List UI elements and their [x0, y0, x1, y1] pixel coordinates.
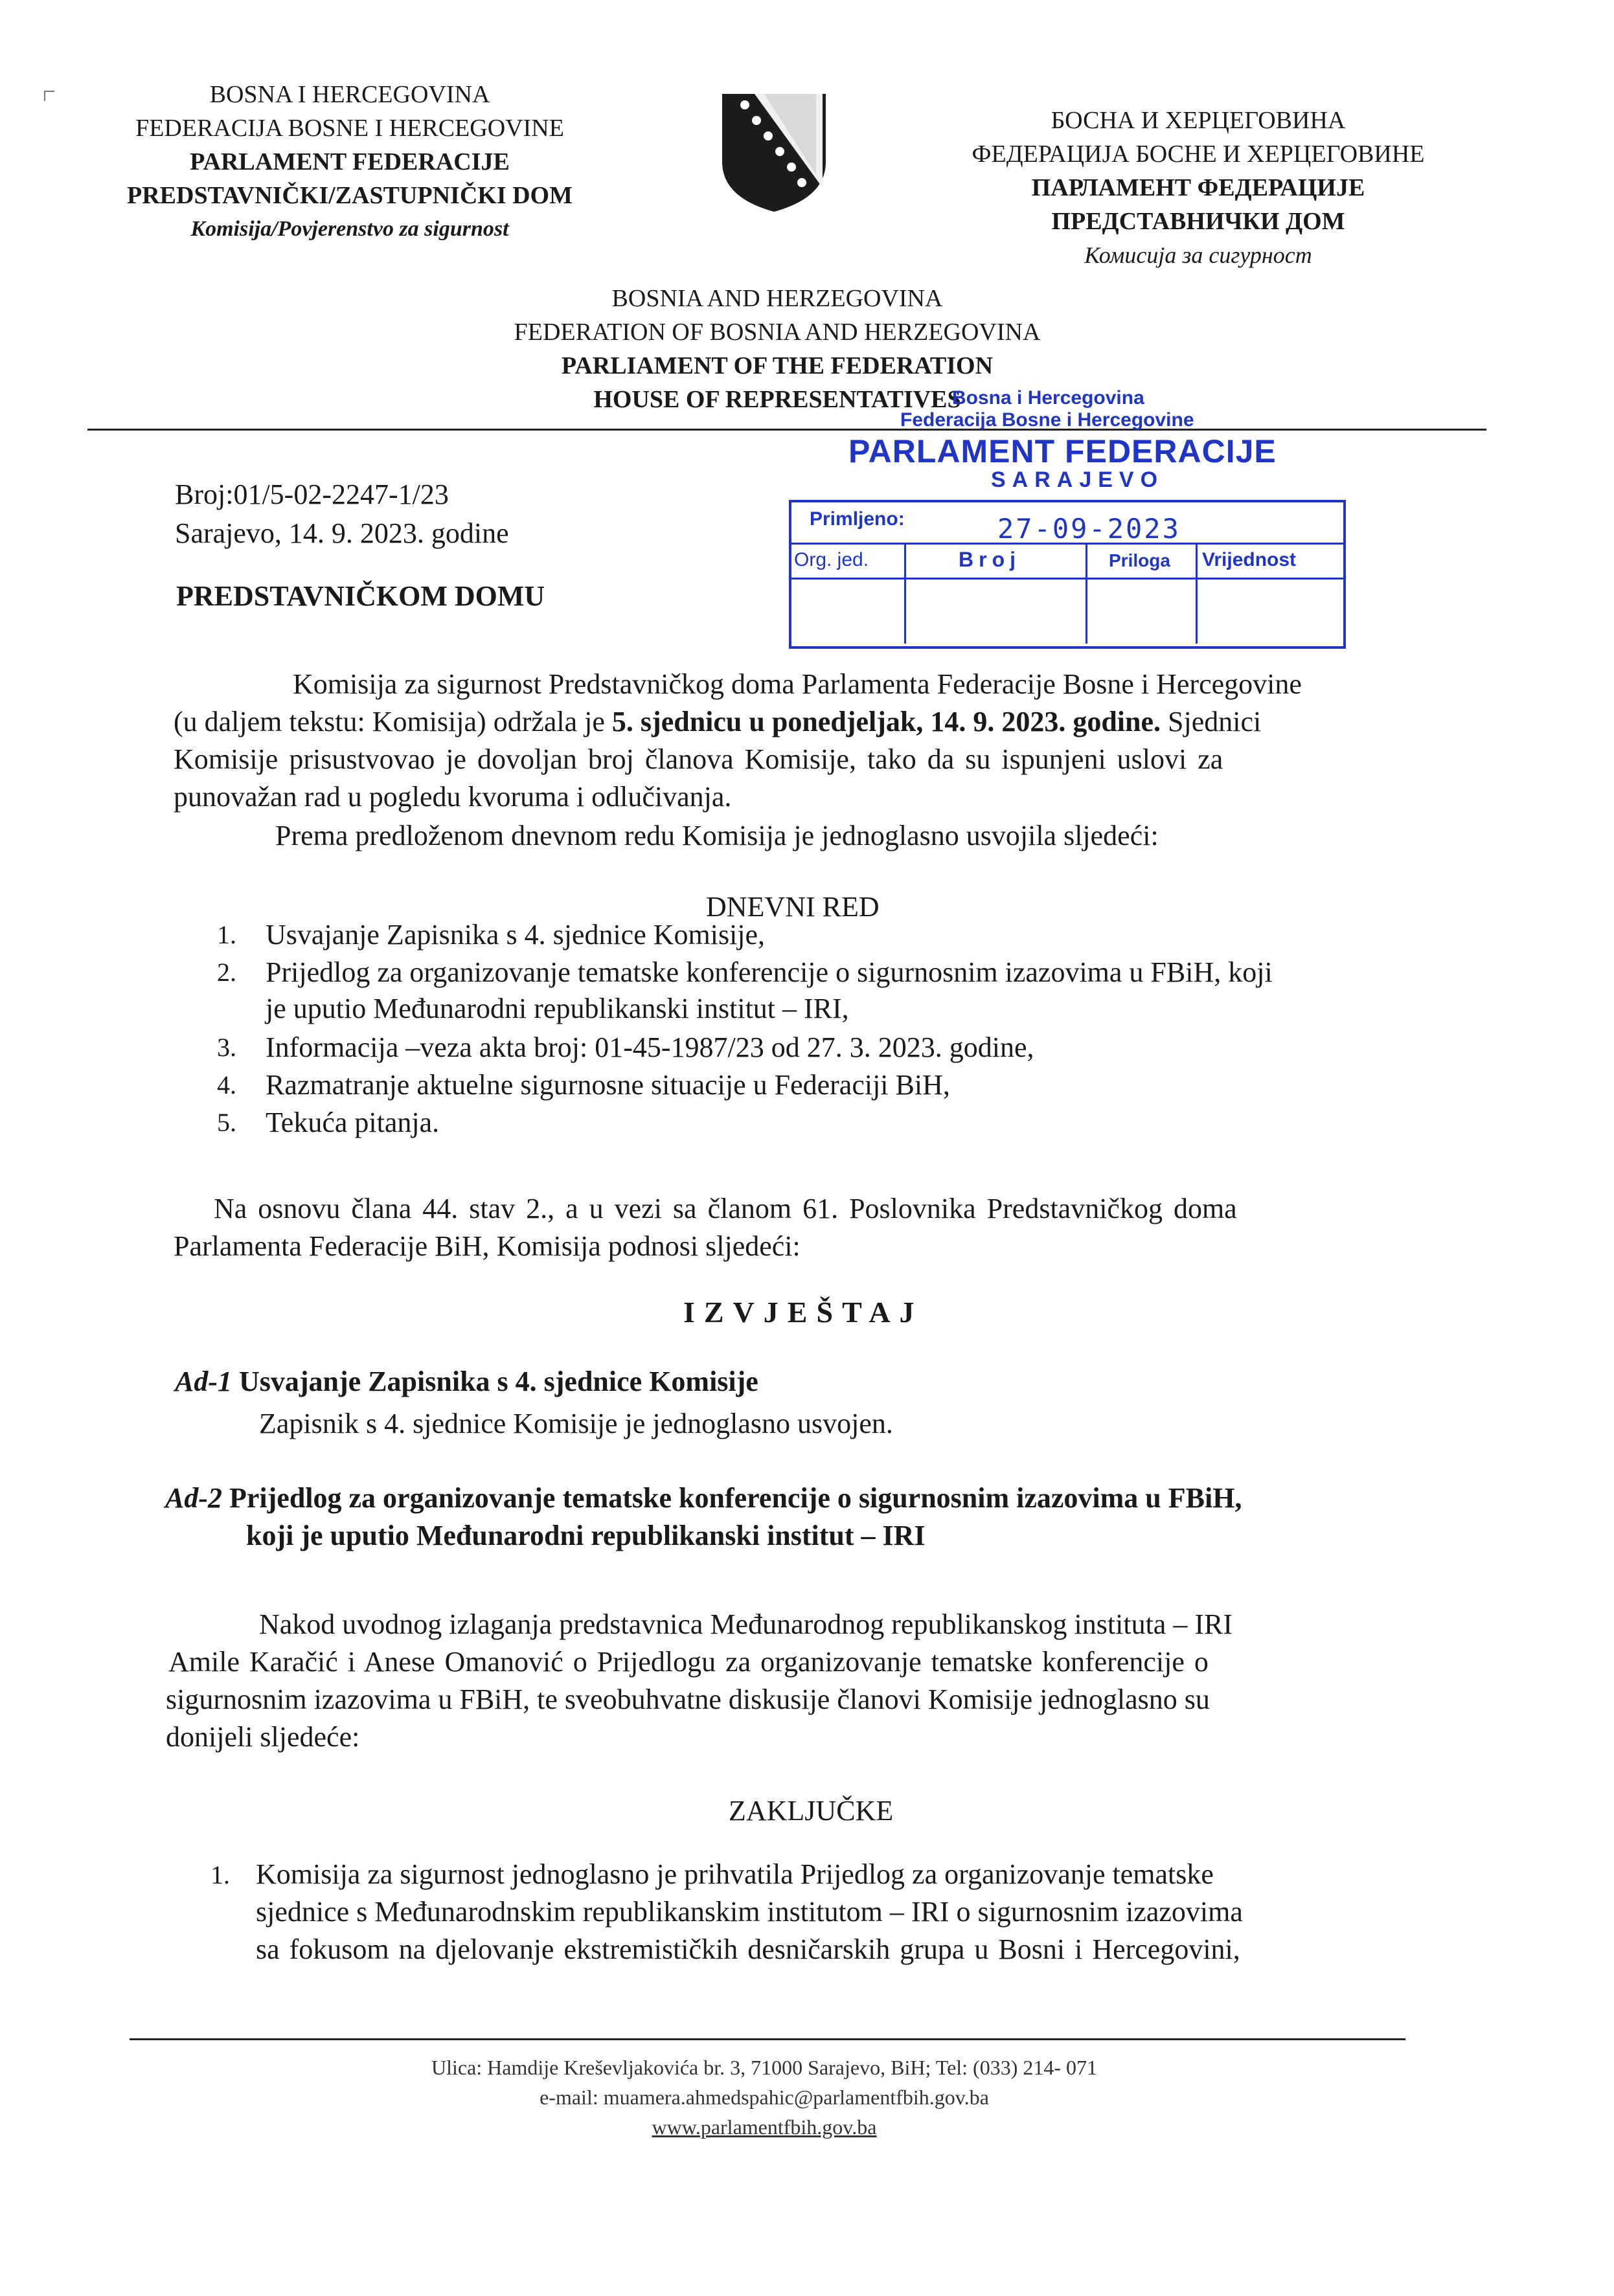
- header-left: [104, 78, 596, 246]
- header-center-line2: FEDERATION OF BOSNIA AND HERZEGOVINA: [514, 319, 1041, 346]
- agenda-item-3: Informacija –veza akta broj: 01-45-1987/23 od 27. 3. 2023. godine,: [266, 1031, 1034, 1063]
- ad1-label: Ad-1: [175, 1366, 232, 1397]
- conclusion-1-line3: sa fokusom na djelovanje ekstremističkih desničarskih grupa u Bosni i Hercegovini,: [256, 1933, 1240, 1965]
- conclusion-1-line2: sjednice s Međunarodnskim republikanskim institutom – IRI o sigurnosnim izazovima: [256, 1896, 1243, 1928]
- header-left-line4: PREDSTAVNIČKI/ZASTUPNIČKI DOM: [127, 182, 573, 209]
- agenda-item-1-number: 1.: [217, 920, 236, 949]
- intro-line2: [174, 703, 1261, 741]
- stamp-col3: Priloga: [1109, 550, 1170, 570]
- conclusion-1-line1: Komisija za sigurnost jednoglasno je prihvatila Prijedlog za organizovanje tematske: [256, 1858, 1214, 1890]
- stamp-received-label: Primljeno:: [810, 508, 905, 530]
- stamp-line4: SARAJEVO: [991, 467, 1165, 492]
- stamp-col-divider-3: [1196, 543, 1198, 644]
- header-right-line2: ФЕДЕРАЦИЈА БОСНЕ И ХЕРЦЕГОВИНЕ: [972, 141, 1425, 168]
- stamp-col4: Vrijednost: [1202, 549, 1297, 570]
- intro-line1: Komisija za sigurnost Predstavničkog doma Parlamenta Federacije Bosne i Hercegovine: [293, 668, 1302, 700]
- header-left-line3: PARLAMENT FEDERACIJE: [190, 148, 510, 175]
- ad2-heading: [165, 1481, 1242, 1514]
- stamp-row-divider-2: [789, 578, 1343, 580]
- ad1-text: Zapisnik s 4. sjednice Komisije je jednoglasno usvojen.: [259, 1408, 893, 1439]
- stamp-col-divider-1: [904, 543, 906, 644]
- footer-email: e-mail: muamera.ahmedspahic@parlamentfbih.gov.ba: [540, 2086, 989, 2109]
- stamp-line1: Bosna i Hercegovina: [952, 387, 1144, 409]
- agenda-item-2: Prijedlog za organizovanje tematske konferencije o sigurnosnim izazovima u FBiH, koji: [266, 956, 1273, 988]
- ad2-paragraph-line2: Amile Karačić i Anese Omanović o Prijedlogu za organizovanje tematske konferencije o: [168, 1646, 1209, 1678]
- header-left-line2: FEDERACIJA BOSNE I HERCEGOVINE: [135, 115, 564, 142]
- basis-line2: Parlamenta Federacije BiH, Komisija podnosi sljedeći:: [174, 1230, 801, 1262]
- agenda-item-3-number: 3.: [217, 1033, 236, 1062]
- ad2-title-line1: Prijedlog za organizovanje tematske konferencije o sigurnosnim izazovima u FBiH,: [229, 1482, 1242, 1514]
- ad2-label: Ad-2: [165, 1482, 222, 1514]
- stamp-col2: Broj: [959, 548, 1021, 571]
- conclusions-title: ZAKLJUČKE: [729, 1795, 894, 1827]
- agenda-title: DNEVNI RED: [706, 891, 880, 923]
- intro-line3: Komisije prisustvovao je dovoljan broj članova Komisije, tako da su ispunjeni uslovi za: [174, 743, 1223, 775]
- ad2-paragraph-line4: donijeli sljedeće:: [166, 1721, 360, 1753]
- ad2-paragraph-line1: Nakod uvodnog izlaganja predstavnica Međunarodnog republikanskog instituta – IRI: [259, 1608, 1233, 1640]
- header-center-line1: BOSNIA AND HERZEGOVINA: [611, 285, 943, 312]
- header-right-line3: ПАРЛАМЕНТ ФЕДЕРАЦИЈЕ: [1031, 174, 1365, 201]
- coat-of-arms-icon: [719, 91, 829, 214]
- header-divider: [87, 429, 1486, 431]
- agenda-item-1: Usvajanje Zapisnika s 4. sjednice Komisije,: [266, 919, 766, 951]
- header-right-line5: Комисија за сигурност: [1084, 242, 1312, 268]
- header-left-line1: BOSNA I HERCEGOVINA: [209, 81, 490, 108]
- agenda-item-4-number: 4.: [217, 1070, 236, 1099]
- stamp-col1: Org. jed.: [794, 549, 869, 570]
- ad1-title: Usvajanje Zapisnika s 4. sjednice Komisije: [239, 1366, 758, 1397]
- stamp-line3: PARLAMENT FEDERACIJE: [848, 433, 1277, 469]
- document-number: Broj:01/5-02-2247-1/23: [175, 478, 449, 510]
- header-center-line4: HOUSE OF REPRESENTATIVES: [593, 386, 961, 413]
- ad1-heading: [175, 1365, 758, 1398]
- scan-mark: [44, 91, 54, 101]
- agenda-item-5-number: 5.: [217, 1108, 236, 1137]
- intro-line5: Prema predloženom dnevnom redu Komisija je jednoglasno usvojila sljedeći:: [275, 820, 1159, 851]
- basis-line1: Na osnovu člana 44. stav 2., a u vezi sa članom 61. Poslovnika Predstavničkog doma: [214, 1193, 1237, 1224]
- intro-line2-plain: (u daljem tekstu: Komisija) održala je: [174, 706, 612, 737]
- header-right-line4: ПРЕДСТАВНИЧКИ ДОМ: [1051, 208, 1345, 235]
- ad2-paragraph-line3: sigurnosnim izazovima u FBiH, te sveobuhvatne diskusije članovi Komisije jednoglasno su: [166, 1683, 1210, 1715]
- header-right-line1: БОСНА И ХЕРЦЕГОВИНА: [1051, 107, 1346, 134]
- intro-line2-end: Sjednici: [1161, 706, 1262, 737]
- stamp-received-date: 27-09-2023: [997, 513, 1181, 545]
- header-center-line3: PARLIAMENT OF THE FEDERATION: [561, 352, 994, 379]
- stamp-col-divider-2: [1085, 543, 1087, 644]
- footer-divider: [130, 2038, 1405, 2040]
- agenda-item-5: Tekuća pitanja.: [266, 1107, 440, 1138]
- footer-address: Ulica: Hamdije Kreševljakovića br. 3, 71000 Sarajevo, BiH; Tel: (033) 214- 071: [431, 2056, 1098, 2079]
- agenda-item-2-cont: je uputio Međunarodni republikanski institut – IRI,: [266, 993, 849, 1024]
- stamp-line2: Federacija Bosne i Hercegovine: [900, 409, 1194, 431]
- header-left-line5: Komisija/Povjerenstvo za sigurnost: [190, 217, 509, 241]
- agenda-item-4: Razmatranje aktuelne sigurnosne situacije u Federaciji BiH,: [266, 1069, 950, 1101]
- addressee: PREDSTAVNIČKOM DOMU: [176, 580, 545, 612]
- footer: [246, 2053, 1282, 2142]
- report-title: IZVJEŠTAJ: [683, 1296, 924, 1329]
- document-date: Sarajevo, 14. 9. 2023. godine: [175, 517, 509, 549]
- intro-line4: punovažan rad u pogledu kvoruma i odlučivanja.: [174, 781, 732, 813]
- ad2-title-line2: koji je uputio Međunarodni republikanski institut – IRI: [246, 1520, 926, 1551]
- agenda-item-2-number: 2.: [217, 958, 236, 987]
- header-right: [933, 104, 1464, 272]
- intro-line2-bold: 5. sjednicu u ponedjeljak, 14. 9. 2023. godine.: [611, 706, 1161, 737]
- footer-website-link[interactable]: www.parlamentfbih.gov.ba: [652, 2115, 877, 2139]
- conclusion-1-number: 1.: [210, 1860, 230, 1889]
